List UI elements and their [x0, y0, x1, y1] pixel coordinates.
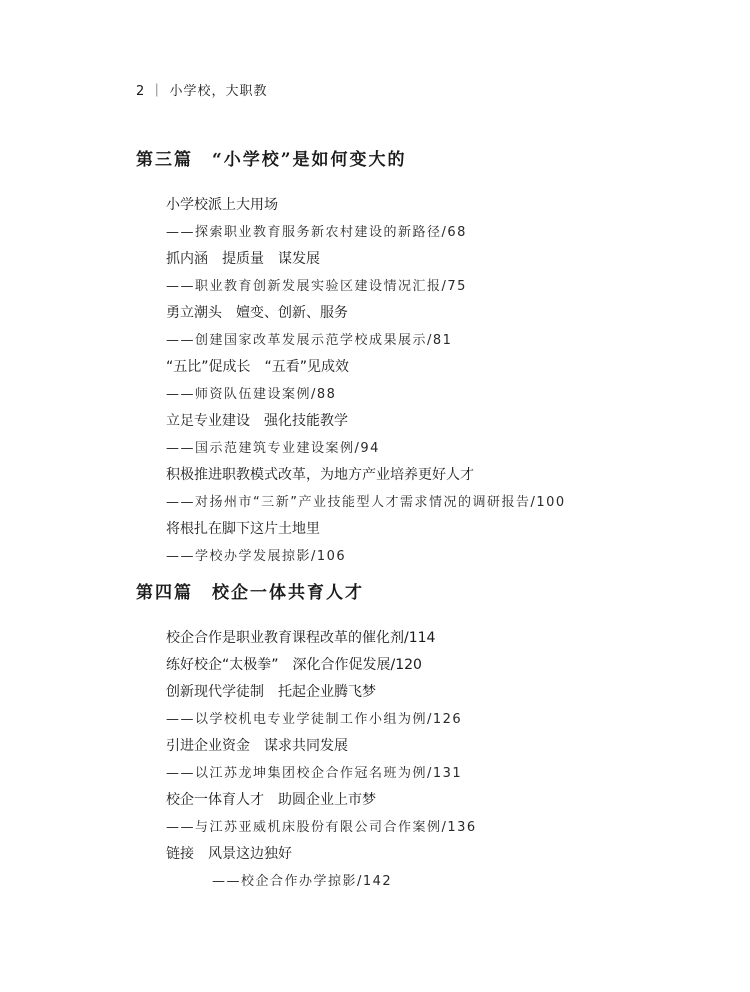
toc-entries [136, 625, 696, 895]
toc-subtitle: ——校企合作办学掠影/142 [212, 874, 393, 889]
toc-subtitle: ——与江苏亚威机床股份有限公司合作案例/136 [166, 820, 477, 835]
toc-subtitle: ——创建国家改革发展示范学校成果展示/81 [166, 333, 453, 348]
toc-subtitle: ——职业教育创新发展实验区建设情况汇报/75 [166, 279, 467, 294]
toc-entry: 抓内涵 提质量 谋发展 [166, 251, 320, 267]
toc-entry: 校企合作是职业教育课程改革的催化剂/114 [166, 630, 436, 646]
toc-entry: 练好校企“太极拳” 深化合作促发展/120 [166, 657, 422, 673]
toc-entry: 勇立潮头 嬗变、创新、服务 [166, 305, 348, 321]
toc-entry: 积极推进职教模式改革，为地方产业培养更好人才 [166, 467, 474, 483]
running-header: 2 ｜ 小学校，大职教 [136, 84, 268, 99]
toc-entry: 小学校派上大用场 [166, 197, 278, 213]
toc-entry: 链接 风景这边独好 [166, 846, 292, 862]
toc-entry: 校企一体育人才 助圆企业上市梦 [166, 792, 376, 808]
toc-entry: 引进企业资金 谋求共同发展 [166, 738, 348, 754]
toc-subtitle: ——探索职业教育服务新农村建设的新路径/68 [166, 225, 467, 240]
toc-entry: 创新现代学徒制 托起企业腾飞梦 [166, 684, 376, 700]
section-title: 第四篇 校企一体共育人才 [136, 583, 364, 603]
toc-subtitle: ——国示范建筑专业建设案例/94 [166, 441, 380, 456]
section-3 [136, 148, 696, 570]
section-title: 第三篇 “小学校”是如何变大的 [136, 150, 407, 170]
toc-subtitle: ——师资队伍建设案例/88 [166, 387, 337, 402]
toc-entry: “五比”促成长 “五看”见成效 [166, 359, 350, 375]
toc-subtitle: ——学校办学发展掠影/106 [166, 549, 347, 564]
section-4 [136, 581, 696, 895]
toc-entries [136, 192, 696, 570]
toc-entry: 将根扎在脚下这片土地里 [166, 521, 320, 537]
toc-subtitle: ——以江苏龙坤集团校企合作冠名班为例/131 [166, 766, 463, 781]
toc-entry: 立足专业建设 强化技能教学 [166, 413, 348, 429]
toc-subtitle: ——以学校机电专业学徒制工作小组为例/126 [166, 712, 463, 727]
toc-subtitle: ——对扬州市“三新”产业技能型人才需求情况的调研报告/100 [166, 495, 566, 510]
